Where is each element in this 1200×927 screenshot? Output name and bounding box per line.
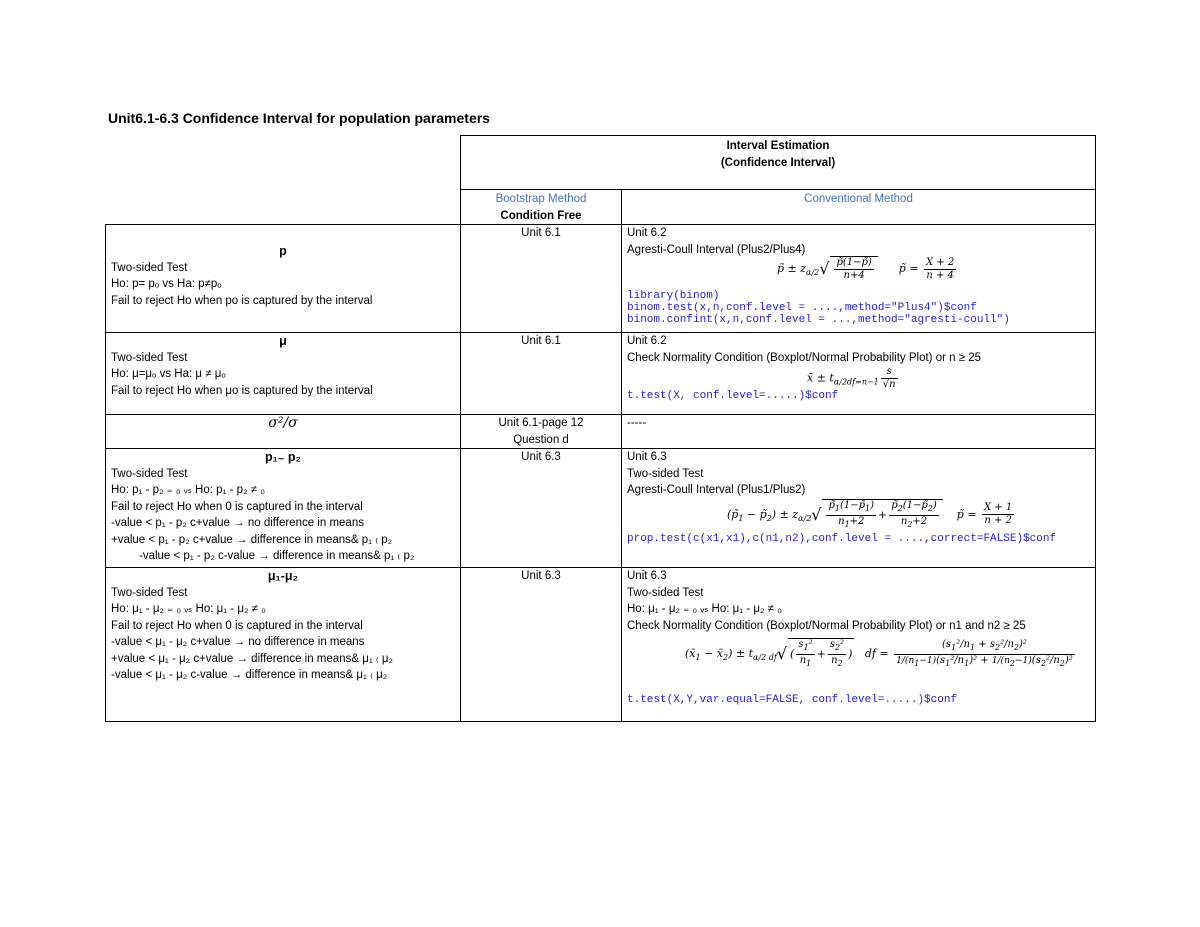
row-p-bootstrap: Unit 6.1	[461, 225, 622, 333]
t-interval-formula: x̄ ± $t_{\alpha/2df=n-1}$ $\frac{s}{√n}$	[807, 366, 896, 390]
two-sample-t-formula: ($x̄_1$ − $x̄_2) \pm t_{\alpha/2 df}√$ ( $\frac{s_1^2}{n_1}$ + $\frac{s_2^2}{n_2}$ ) df = $\frac{(s_1^2/n_1 + s_2^2/n_2)^2}{1/(n_1-1)(s_1^2/n_1)^2 + 1/(n_2-1)(s_2^2/n_2)^2}$	[685, 638, 1073, 668]
agresti-coull-formula: p̃ ± $z_{\alpha/2}√$ $\frac{p̃(1-p̃)}{n+4}$ p̃ = $\frac{X + 2}{n + 4}$	[777, 256, 955, 281]
conventional-header: Conventional Method	[622, 190, 1096, 225]
row-sigma-conventional: -----	[622, 415, 1096, 449]
row-sigma-description: σ²/σ	[106, 415, 461, 449]
row-mu-conventional: Unit 6.2 Check Normality Condition (Boxplot/Normal Probability Plot) or n ≥ 25 x̄ ± $t_{\alpha/2df=n-1}$ $\frac{s}{√n}$ t.test(X, conf.level=.....)$conf	[622, 333, 1096, 415]
bootstrap-header: Bootstrap Method Condition Free	[461, 190, 622, 225]
two-proportion-formula: ($p̃_1$ − $p̃_2) \pm z_{\alpha/2}√$ $\frac{p̃_1(1-p̃_1)}{n_1+2}$ + $\frac{p̃_2(1-p̃_2)}{n_2+2}$ p̃ = $\frac{X + 1}{n + 2}$	[727, 499, 1013, 529]
row-mu1mu2-conventional: Unit 6.3 Two-sided Test Ho: μ₁ - μ₂ ₌ ₀ ᵥₛ Ho: μ₁ - μ₂ ≠ ₀ Check Normality Condition (Boxplot/Normal Probability Plot) or n1 and n2 ≥ 25 ($x̄_1$ − $x̄_2) \pm t_{\alpha/2 df}√$ ( $\frac{s_1^2}{n_1}$ + $\frac{s_2^2}{n_2}$ ) df = $\frac{(s_1^2/n_1 + s_2^2/n_2)^2}{1/(n_1-1)(s_1^2/n_1)^2 + 1/(n_2-1)(s_2^2/n_2)^2}$ t.test(X,Y,var.equal=FALSE, conf.level=.....)$conf	[622, 568, 1096, 722]
row-mu1mu2-bootstrap: Unit 6.3	[461, 568, 622, 722]
row-mu-description: μ Two-sided Test Ho: μ=μₒ vs Ha: μ ≠ μₒ Fail to reject Ho when μo is captured by the interval	[106, 333, 461, 415]
row-p-description: p Two-sided Test Ho: p= pₒ vs Ha: p≠pₒ Fail to reject Ho when po is captured by the interval	[106, 225, 461, 333]
row-sigma-bootstrap: Unit 6.1-page 12 Question d	[461, 415, 622, 449]
blank-header-cell	[106, 136, 461, 190]
row-mu-bootstrap: Unit 6.1	[461, 333, 622, 415]
row-p-conventional: Unit 6.2 Agresti-Coull Interval (Plus2/Plus4) p̃ ± $z_{\alpha/2}√$ $\frac{p̃(1-p̃)}{n+4}$ p̃ = $\frac{X + 2}{n + 4}$ library(binom) binom.test(x,n,conf.level = ....,method="Plus4")$conf binom.confint(x,n,conf.level = ...,method="agresti-coull")	[622, 225, 1096, 333]
row-mu1mu2-description: μ₁-μ₂ Two-sided Test Ho: μ₁ - μ₂ ₌ ₀ ᵥₛ Ho: μ₁ - μ₂ ≠ ₀ Fail to reject Ho when 0 is captured in the interval -value < μ₁ - μ₂ c+value → no difference in means +value < μ₁ - μ₂ c+value → difference in means& μ₁ ₍ μ₂ -value < μ₁ - μ₂ c-value → difference in means& μ₁ ₍ μ₂	[106, 568, 461, 722]
ci-table	[105, 135, 1096, 722]
interval-estimation-header: Interval Estimation (Confidence Interval)	[461, 136, 1096, 190]
row-p1p2-bootstrap: Unit 6.3	[461, 449, 622, 568]
row-p1p2-conventional: Unit 6.3 Two-sided Test Agresti-Coull Interval (Plus1/Plus2) ($p̃_1$ − $p̃_2) \pm z_{\alpha/2}√$ $\frac{p̃_1(1-p̃_1)}{n_1+2}$ + $\frac{p̃_2(1-p̃_2)}{n_2+2}$ p̃ = $\frac{X + 1}{n + 2}$ prop.test(c(x1,x1),c(n1,n2),conf.level = ....,correct=FALSE)$conf	[622, 449, 1096, 568]
page-title: Unit6.1-6.3 Confidence Interval for population parameters	[108, 110, 490, 126]
blank-header-cell-2	[106, 190, 461, 225]
row-p1p2-description: p₁₋ p₂ Two-sided Test Ho: p₁ - p₂ ₌ ₀ ᵥₛ Ho: p₁ - p₂ ≠ ₀ Fail to reject Ho when 0 is captured in the interval -value < p₁ - p₂ c+value → no difference in means +value < p₁ - p₂ c+value → difference in means& p₁ ₍ p₂ -value < p₁ - p₂ c-value → difference in means& p₁ ₍ p₂	[106, 449, 461, 568]
